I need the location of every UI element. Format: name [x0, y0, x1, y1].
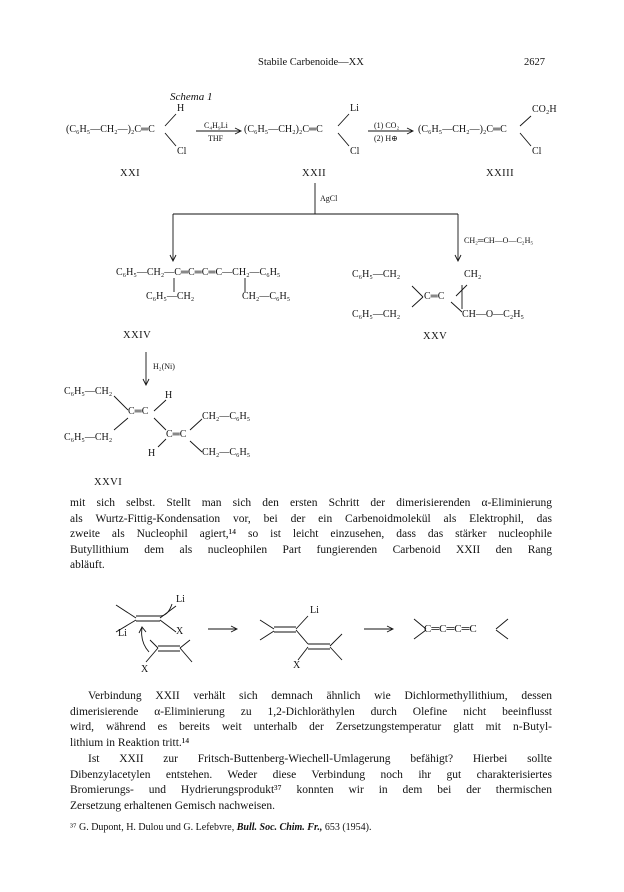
formula-xxii: (C₆H₅—CH₂)₂C═C: [244, 124, 323, 135]
paragraph-line: Zersetzung erhaltenen Gemisch nachweisen.: [70, 799, 275, 812]
formula-xxiv: C₆H₅—CH₂—C═C═C═C—CH₂—C₆H₅: [116, 267, 281, 278]
formula-xxv-bottom-left: C₆H₅—CH₂: [352, 309, 401, 320]
paragraph-line: Verbindung XXII verhält sich demnach ähnlich wie Dichlormethyllithium, dessen: [88, 690, 552, 702]
cumulene-chain: C═C═C═C: [424, 623, 477, 635]
paragraph-line: wird, während es bereits weit unterhalb der Zersetzungstemperatur glatt mit n-Butyl-: [70, 721, 552, 734]
formula-xxiii: (C₆H₅—CH₂—)₂C═C: [418, 124, 507, 135]
reagent-thf: THF: [208, 134, 224, 143]
mechanism-li-mid: Li: [310, 605, 319, 616]
reagent-acid: (2) H⊕: [374, 134, 398, 143]
paragraph-line: Dibenzylacetylen entstehen. Weder diese Verbindung noch ihr gut charakterisiertes: [70, 768, 552, 781]
reagent-co2: (1) CO₂: [374, 121, 400, 130]
formula-xxvi-r2: CH₂—C₆H₅: [202, 447, 251, 458]
paragraph-line: abläuft.: [70, 559, 105, 572]
mechanism-x-bottom: X: [141, 664, 149, 675]
formula-xxv-cc: C═C: [424, 291, 445, 302]
formula-xxii-li: Li: [350, 103, 359, 114]
formula-xxvi-h1: H: [165, 390, 173, 401]
body-paragraph-2: [70, 689, 552, 751]
formula-xxi-h: H: [177, 103, 185, 114]
footnote-marker: ³⁷: [70, 822, 77, 833]
page-number: 2627: [524, 57, 545, 68]
running-title: Stabile Carbenoide—XX: [258, 57, 364, 68]
formula-xxiii-co2h: CO₂H: [532, 104, 557, 115]
label-xxiii: XXIII: [486, 168, 515, 179]
formula-xxii-cl: Cl: [350, 146, 360, 157]
scheme-title: Schema 1: [170, 91, 213, 103]
paragraph-line: dimerisierende α-Eliminierung zu 1,2-Dichloräthylen durch Olefine nicht beeinflusst: [70, 705, 552, 718]
reagent-butyllithium: C₄H₉Li: [204, 121, 228, 130]
formula-xxi-cl: Cl: [177, 146, 187, 157]
formula-xxvi-c1: C═C: [128, 406, 149, 417]
body-paragraph-1: [70, 496, 552, 574]
paragraph-line: als Wurtz-Fittig-Kondensation vor, bei der ein Carbenoidmolekül als Elektrophil, das: [70, 512, 552, 525]
paragraph-line: Butyllithium dem als nucleophilen Part fungierenden Carbenoid XXII den Rang: [70, 543, 552, 556]
formula-xxiv-sub2: CH₂—C₆H₅: [242, 291, 291, 302]
formula-xxvi-c2: C═C: [166, 429, 187, 440]
paragraph-line: zweite als Nucleophil agiert,¹⁴ so ist leicht einzusehen, dass das stärker nucleophile: [70, 528, 552, 541]
reagent-vinyl-ether: CH₂═CH—O—C₂H₅: [464, 236, 534, 245]
formula-xxvi-top-left: C₆H₅—CH₂: [64, 386, 113, 397]
body-paragraph-3: [70, 752, 552, 814]
paragraph-line: mit sich selbst. Stellt man sich den ersten Schritt der dimerisierenden α-Eliminierung: [70, 497, 552, 509]
mechanism-li-top: Li: [176, 594, 185, 605]
formula-xxv-ch-o: CH—O—C₂H₅: [462, 309, 524, 320]
formula-xxv-top-left: C₆H₅—CH₂: [352, 269, 401, 280]
footnote-journal: Bull. Soc. Chim. Fr.,: [236, 822, 323, 833]
paragraph-line: lithium in Reaktion tritt.¹⁴: [70, 736, 190, 749]
formula-xxv-ch2: CH₂: [464, 269, 482, 280]
mechanism-x-mid: X: [293, 660, 301, 671]
formula-xxi: (C₆H₅—CH₂—)₂C═C: [66, 124, 155, 135]
label-xxiv: XXIV: [123, 330, 152, 341]
formula-xxvi-bottom-left: C₆H₅—CH₂: [64, 432, 113, 443]
formula-xxiv-sub1: C₆H₅—CH₂: [146, 291, 195, 302]
label-xxi: XXI: [120, 168, 141, 179]
paragraph-line: Ist XXII zur Fritsch-Buttenberg-Wiechell-Umlagerung befähigt? Hierbei sollte: [88, 753, 552, 765]
label-xxv: XXV: [423, 331, 448, 342]
label-xxii: XXII: [302, 168, 327, 179]
footnote: [70, 822, 372, 833]
label-xxvi: XXVI: [94, 477, 123, 488]
mechanism-x-right: X: [176, 626, 184, 637]
reagent-h2-ni: H₂(Ni): [153, 362, 175, 371]
formula-xxiii-cl: Cl: [532, 146, 542, 157]
mechanism-li-left: Li: [118, 628, 127, 639]
formula-xxvi-h2: H: [148, 448, 156, 459]
footnote-ref: 653 (1954).: [324, 822, 372, 833]
paragraph-line: Bromierungs- und Hydrierungsprodukt³⁷ konnten wir in dem bei der thermischen: [70, 784, 552, 797]
footnote-authors: G. Dupont, H. Dulou und G. Lefebvre,: [78, 822, 235, 833]
reagent-agcl: AgCl: [320, 194, 338, 203]
formula-xxvi-r1: CH₂—C₆H₅: [202, 411, 251, 422]
